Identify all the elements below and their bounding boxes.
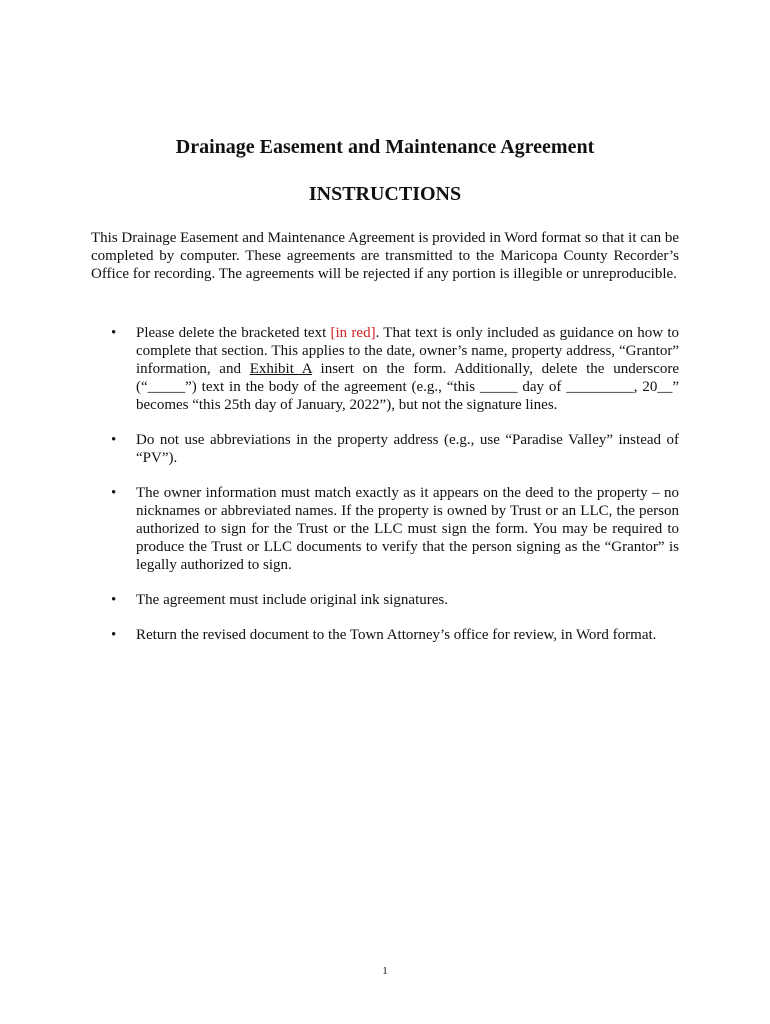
bullet-text: The owner information must match exactly as it appears on the deed to the property – no nicknames or abbreviated names. If the property is owned by Trust or an LLC, the person authorized to sign for the Trust or the LLC must sign the form. You may be required to produce the Trust or LLC documents to verify that the person signing as the “Grantor” is legally authorized to sign. — [136, 485, 679, 573]
instructions-heading: INSTRUCTIONS — [308, 183, 462, 205]
bullet-icon: • — [111, 485, 117, 501]
bullet-text: . That text is only included as guidance on how to complete that section. This applies to the date, owner’s name, property address, “Grantor” information, and — [136, 325, 679, 377]
bullet-icon: • — [111, 627, 117, 643]
list-item — [91, 431, 679, 467]
bullet-icon: • — [111, 325, 117, 341]
bullet-text: Please delete the bracketed text — [136, 325, 331, 341]
bullet-icon: • — [111, 592, 117, 608]
page-number: 1 — [382, 965, 388, 977]
bullet-text: The agreement must include original ink signatures. — [136, 592, 448, 608]
list-item — [91, 626, 679, 644]
document-title: Drainage Easement and Maintenance Agreement — [175, 136, 595, 158]
exhibit-a-text: Exhibit A — [249, 361, 312, 377]
intro-paragraph: This Drainage Easement and Maintenance Agreement is provided in Word format so that it can be completed by computer. These agreements are transmitted to the Maricopa County Recorder’s Office for recording. The agreements will be rejected if any portion is illegible or unreproducible. — [91, 230, 679, 282]
list-item — [91, 324, 679, 414]
bullet-text: Return the revised document to the Town Attorney’s office for review, in Word format. — [136, 627, 657, 643]
instructions-list — [91, 324, 679, 644]
bullet-text: insert on the form. Additionally, delete the underscore (“_____”) text in the body of the agreement (e.g., “this _____ day of _________, 20__” becomes “this 25th day of January, 2022”), but not the signature lines. — [136, 361, 680, 413]
list-item — [91, 591, 679, 609]
bullet-text: Do not use abbreviations in the property address (e.g., use “Paradise Valley” instead of “PV”). — [136, 432, 679, 466]
red-guidance-text: [in red] — [330, 325, 376, 341]
bullet-icon: • — [111, 432, 117, 448]
list-item — [91, 484, 679, 574]
